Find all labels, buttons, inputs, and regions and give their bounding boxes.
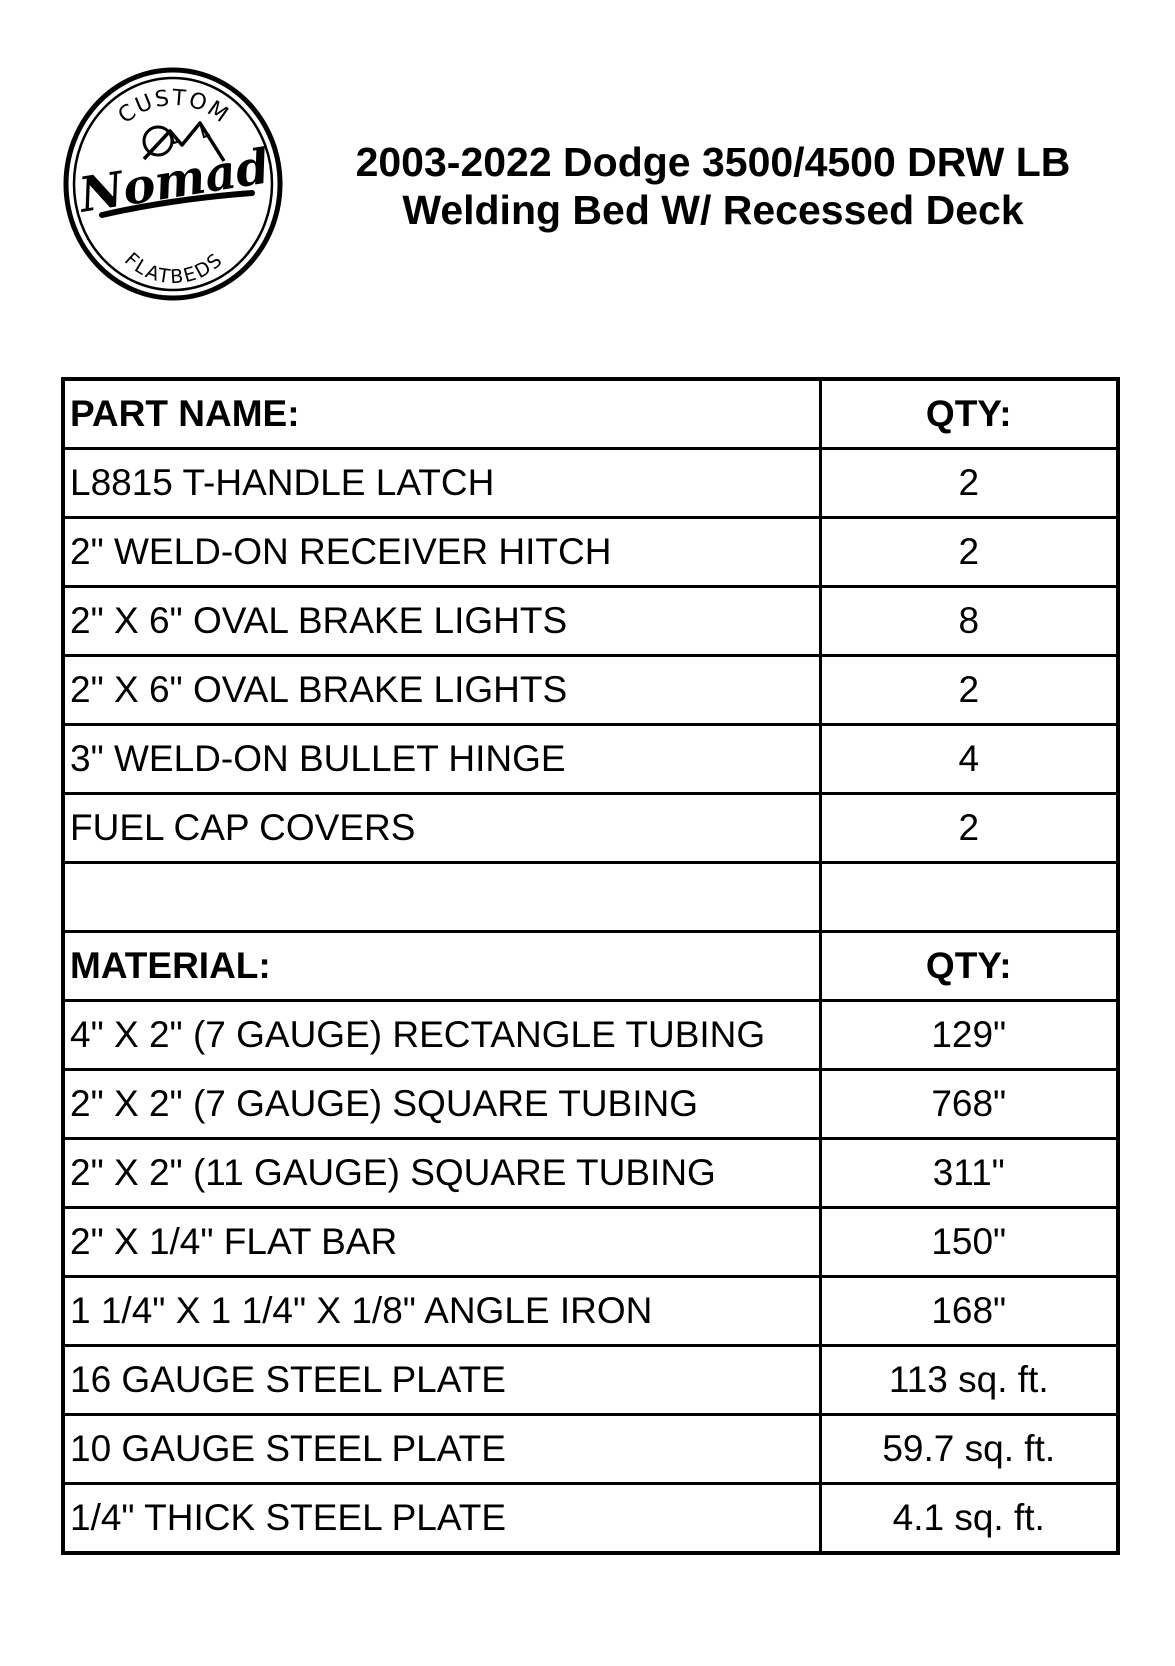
empty-spacer-row: [63, 863, 1118, 932]
parts-and-materials-table: [61, 377, 1120, 1555]
part-qty: 2: [820, 449, 1118, 518]
material-qty: 129": [820, 1001, 1118, 1070]
material-row: [63, 1208, 1118, 1277]
material-name: 2" X 2" (11 GAUGE) SQUARE TUBING: [63, 1139, 820, 1208]
material-name: 2" X 1/4" FLAT BAR: [63, 1208, 820, 1277]
part-qty: 2: [820, 518, 1118, 587]
part-name: 2" X 6" OVAL BRAKE LIGHTS: [63, 656, 820, 725]
material-qty: 150": [820, 1208, 1118, 1277]
materials-header-row: [63, 932, 1118, 1001]
parts-qty-header: QTY:: [820, 379, 1118, 449]
logo-bottom-text: FLATBEDS: [120, 248, 228, 289]
material-name: 10 GAUGE STEEL PLATE: [63, 1415, 820, 1484]
svg-text:CUSTOM: [114, 86, 234, 129]
material-row: [63, 1484, 1118, 1554]
part-name: 2" X 6" OVAL BRAKE LIGHTS: [63, 587, 820, 656]
part-qty: 2: [820, 656, 1118, 725]
part-row: [63, 518, 1118, 587]
part-qty: 2: [820, 794, 1118, 863]
logo-script-text: Nomad: [75, 138, 274, 224]
material-row: [63, 1001, 1118, 1070]
part-qty: 8: [820, 587, 1118, 656]
material-qty: 311": [820, 1139, 1118, 1208]
part-name: L8815 T-HANDLE LATCH: [63, 449, 820, 518]
empty-cell: [63, 863, 820, 932]
parts-header-row: [63, 379, 1118, 449]
part-name: 2" WELD-ON RECEIVER HITCH: [63, 518, 820, 587]
material-name: 4" X 2" (7 GAUGE) RECTANGLE TUBING: [63, 1001, 820, 1070]
materials-qty-header: QTY:: [820, 932, 1118, 1001]
part-row: [63, 725, 1118, 794]
material-name: 1/4" THICK STEEL PLATE: [63, 1484, 820, 1554]
material-row: [63, 1070, 1118, 1139]
part-qty: 4: [820, 725, 1118, 794]
material-row: [63, 1415, 1118, 1484]
part-row: [63, 794, 1118, 863]
part-row: [63, 656, 1118, 725]
material-qty: 768": [820, 1070, 1118, 1139]
material-name: 1 1/4" X 1 1/4" X 1/8" ANGLE IRON: [63, 1277, 820, 1346]
title-line-2: Welding Bed W/ Recessed Deck: [402, 187, 1024, 233]
part-name: FUEL CAP COVERS: [63, 794, 820, 863]
empty-cell: [820, 863, 1118, 932]
title-line-1: 2003-2022 Dodge 3500/4500 DRW LB: [355, 139, 1071, 185]
material-qty: 168": [820, 1277, 1118, 1346]
material-name: 2" X 2" (7 GAUGE) SQUARE TUBING: [63, 1070, 820, 1139]
part-row: [63, 587, 1118, 656]
parts-name-header: PART NAME:: [63, 379, 820, 449]
custom-nomad-flatbeds-logo: [62, 65, 284, 303]
material-qty: 4.1 sq. ft.: [820, 1484, 1118, 1554]
material-row: [63, 1346, 1118, 1415]
materials-name-header: MATERIAL:: [63, 932, 820, 1001]
material-row: [63, 1139, 1118, 1208]
part-name: 3" WELD-ON BULLET HINGE: [63, 725, 820, 794]
part-row: [63, 449, 1118, 518]
material-name: 16 GAUGE STEEL PLATE: [63, 1346, 820, 1415]
page-title: [318, 138, 1108, 234]
material-row: [63, 1277, 1118, 1346]
material-qty: 59.7 sq. ft.: [820, 1415, 1118, 1484]
material-qty: 113 sq. ft.: [820, 1346, 1118, 1415]
logo-top-text: CUSTOM: [113, 85, 235, 129]
